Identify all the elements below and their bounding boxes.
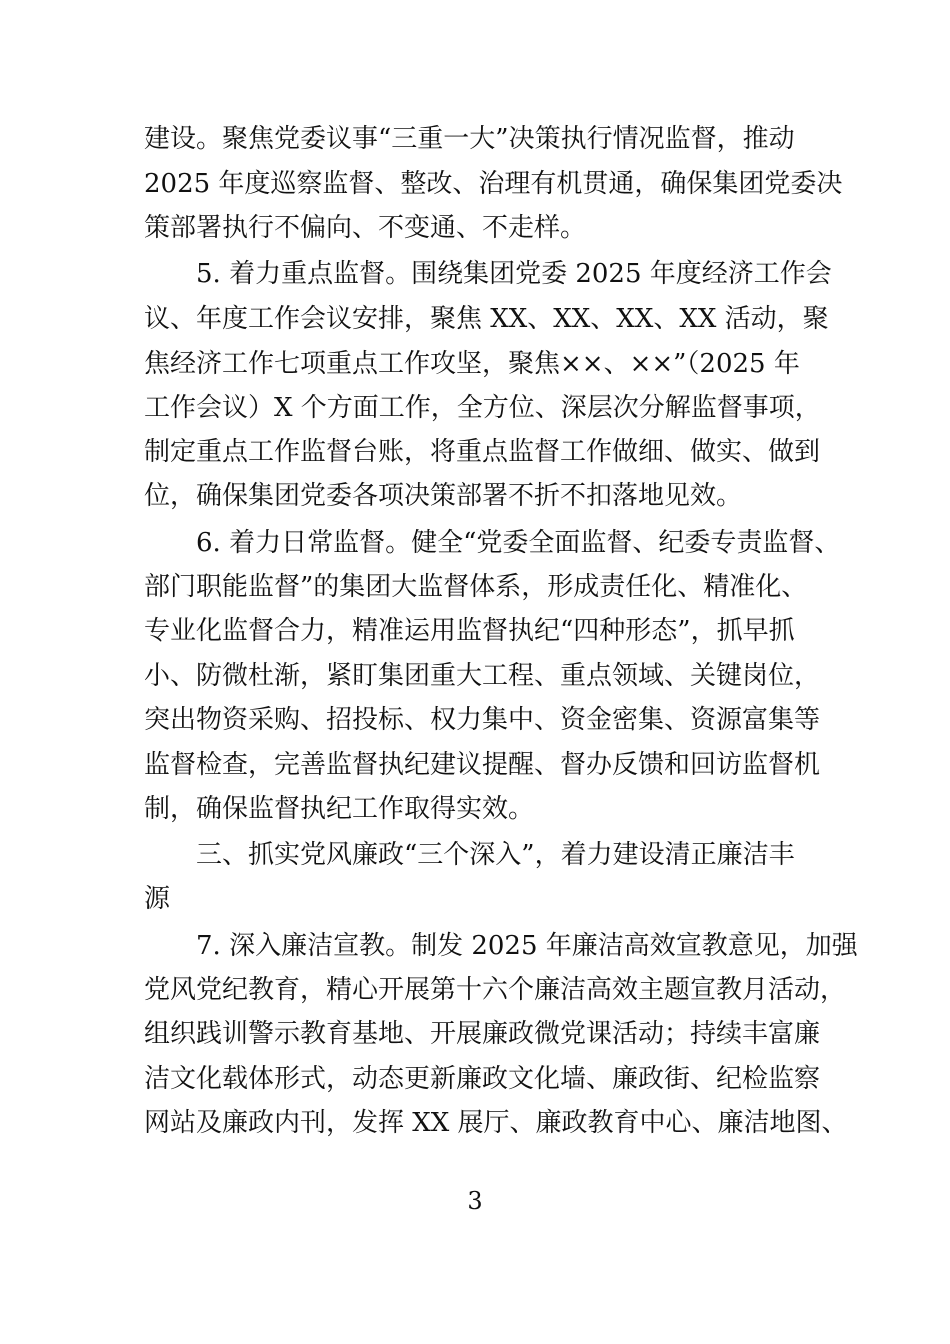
text-line: 专业化监督合力，精准运用监督执纪“四种形态”，抓早抓 bbox=[144, 616, 795, 646]
text-line: 议、年度工作会议安排，聚焦 XX、XX、XX、XX 活动，聚 bbox=[144, 304, 829, 334]
text-line: 部门职能监督”的集团大监督体系，形成责任化、精准化、 bbox=[144, 572, 808, 602]
text-line: 监督检查，完善监督执纪建议提醒、督办反馈和回访监督机 bbox=[144, 750, 821, 780]
text-line: 策部署执行不偏向、不变通、不走样。 bbox=[144, 213, 587, 243]
section-heading-line: 源 bbox=[144, 884, 171, 914]
text-line: 建设。聚焦党委议事“三重一大”决策执行情况监督，推动 bbox=[144, 124, 795, 154]
paragraph-start-line: 7. 深入廉洁宣教。制发 2025 年廉洁高效宣教意见，加强 bbox=[196, 931, 858, 961]
text-line: 制，确保监督执纪工作取得实效。 bbox=[144, 794, 535, 824]
text-line: 小、防微杜渐，紧盯集团重大工程、重点领域、关键岗位， bbox=[144, 661, 821, 691]
text-line: 洁文化载体形式，动态更新廉政文化墙、廉政街、纪检监察 bbox=[144, 1064, 821, 1094]
section-heading-line: 三、抓实党风廉政“三个深入”，着力建设清正廉洁丰 bbox=[196, 840, 795, 870]
paragraph-start-line: 5. 着力重点监督。围绕集团党委 2025 年度经济工作会 bbox=[196, 259, 832, 289]
text-line: 制定重点工作监督台账，将重点监督工作做细、做实、做到 bbox=[144, 437, 821, 467]
paragraph-start-line: 6. 着力日常监督。健全“党委全面监督、纪委专责监督、 bbox=[196, 528, 841, 558]
text-line: 组织践训警示教育基地、开展廉政微党课活动；持续丰富廉 bbox=[144, 1019, 821, 1049]
text-line: 突出物资采购、招投标、权力集中、资金密集、资源富集等 bbox=[144, 705, 821, 735]
text-line: 焦经济工作七项重点工作攻坚，聚焦××、××”（2025 年 bbox=[144, 349, 800, 379]
text-line: 2025 年度巡察监督、整改、治理有机贯通，确保集团党委决 bbox=[144, 169, 843, 199]
text-line: 网站及廉政内刊，发挥 XX 展厅、廉政教育中心、廉洁地图、 bbox=[144, 1108, 848, 1138]
page-number: 3 bbox=[467, 1187, 483, 1215]
text-line: 党风党纪教育，精心开展第十六个廉洁高效主题宣教月活动， bbox=[144, 975, 847, 1005]
text-line: 工作会议）X 个方面工作，全方位、深层次分解监督事项， bbox=[144, 393, 821, 423]
text-line: 位，确保集团党委各项决策部署不折不扣落地见效。 bbox=[144, 481, 743, 511]
